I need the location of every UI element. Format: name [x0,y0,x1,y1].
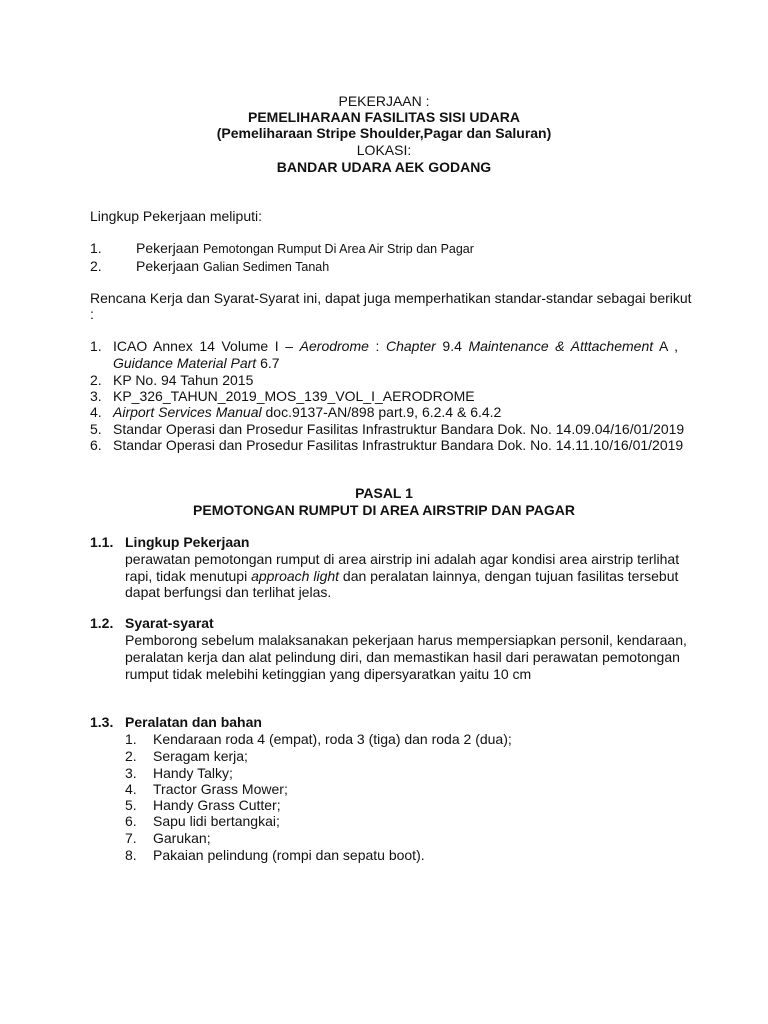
section-body-line: peralatan kerja dan alat pelindung diri, dan memastikan hasil dari perawatan pemotongan [125,649,680,665]
equipment-num: 4. [125,781,137,797]
equipment-num: 3. [125,765,137,781]
scope-item-num: 2. [90,258,102,274]
equipment-num: 7. [125,830,137,846]
equipment-item: Seragam kerja; [153,748,248,764]
rencana-line: Rencana Kerja dan Syarat-Syarat ini, dapat juga memperhatikan standar-standar sebagai berikut [90,290,692,306]
standard-item: Standar Operasi dan Prosedur Fasilitas Infrastruktur Bandara Dok. No. 14.09.04/16/01/2019 [113,421,685,437]
equipment-item: Garukan; [153,830,211,846]
location-name: BANDAR UDARA AEK GODANG [276,159,492,175]
equipment-item: Handy Talky; [153,765,233,781]
standard-item: Standar Operasi dan Prosedur Fasilitas Infrastruktur Bandara Dok. No. 14.11.10/16/01/2019 [113,437,684,453]
standard-num: 2. [90,372,102,388]
standard-italic: Maintenance & Atttachement [468,338,654,354]
standard-item: KP No. 94 Tahun 2015 [113,372,254,388]
section-number: 1.1. [90,534,114,550]
pasal-title: PEMOTONGAN RUMPUT DI AREA AIRSTRIP DAN PAGAR [193,502,575,518]
equipment-item: Sapu lidi bertangkai; [153,813,280,829]
section-number: 1.3. [90,714,114,730]
standard-num: 5. [90,421,102,437]
section-body-line: rumput tidak melebihi ketinggian yang dipersyaratkan yaitu 10 cm [125,666,532,682]
body-italic: approach light [251,568,340,584]
standard-text: : [375,338,380,354]
equipment-item: Tractor Grass Mower; [153,781,288,797]
section-heading: Lingkup Pekerjaan [125,534,250,550]
section-body-line [125,568,678,585]
standard-num: 4. [90,404,102,420]
scope-intro: Lingkup Pekerjaan meliputi: [90,208,262,224]
document-title: PEMELIHARAAN FASILITAS SISI UDARA [248,109,520,125]
standard-italic: Chapter [386,338,436,354]
scope-item-text: Galian Sedimen Tanah [202,260,330,274]
standard-text: 9.4 [442,338,462,354]
body-text: rapi, tidak menutupi [125,568,248,584]
standard-text: doc.9137-AN/898 part.9, 6.2.4 & 6.4.2 [265,404,502,420]
standard-text: ICAO Annex 14 Volume I – [113,338,294,354]
standard-num: 3. [90,388,102,404]
standard-num: 6. [90,437,102,453]
pekerjaan-label: PEKERJAAN : [338,93,430,109]
scope-item-text: Pemotongan Rumput Di Area Air Strip dan Pagar [202,242,474,256]
scope-item-word: Pekerjaan [136,240,200,256]
section-heading: Peralatan dan bahan [125,714,262,730]
standard-text: A , [658,338,678,354]
section-heading: Syarat-syarat [125,615,214,631]
standard-text: 6.7 [260,355,280,371]
standard-item [113,404,501,421]
scope-item [136,258,329,276]
equipment-item: Handy Grass Cutter; [153,797,281,813]
equipment-item: Pakaian pelindung (rompi dan sepatu boot). [153,847,425,863]
body-text: dan peralatan lainnya, dengan tujuan fasilitas tersebut [342,568,679,584]
standard-italic: Aerodrome [299,338,369,354]
standard-item-icao [113,338,678,355]
pasal-label: PASAL 1 [355,485,413,501]
standard-item: KP_326_TAHUN_2019_MOS_139_VOL_I_AERODROME [113,388,475,404]
section-number: 1.2. [90,615,114,631]
lokasi-label: LOKASI: [356,142,412,158]
equipment-num: 5. [125,797,137,813]
scope-item [136,240,474,258]
section-body-line: dapat berfungsi dan terlihat jelas. [125,584,332,600]
equipment-num: 8. [125,847,137,863]
section-body-line: perawatan pemotongan rumput di area airstrip ini adalah agar kondisi area airstrip terlihat [125,551,680,567]
standard-italic: Airport Services Manual [113,404,262,420]
scope-item-num: 1. [90,240,102,256]
standard-italic: Guidance Material Part [113,355,257,371]
document-subtitle: (Pemeliharaan Stripe Shoulder,Pagar dan Saluran) [216,125,552,141]
standard-num: 1. [90,338,102,354]
section-body-line: Pemborong sebelum malaksanakan pekerjaan harus mempersiapkan personil, kendaraan, [125,632,687,648]
rencana-colon: : [90,306,94,322]
equipment-num: 2. [125,748,137,764]
equipment-num: 1. [125,731,137,747]
scope-item-word: Pekerjaan [136,258,200,274]
equipment-num: 6. [125,813,137,829]
equipment-item: Kendaraan roda 4 (empat), roda 3 (tiga) dan roda 2 (dua); [153,731,512,747]
standard-item-icao-cont [113,355,280,372]
